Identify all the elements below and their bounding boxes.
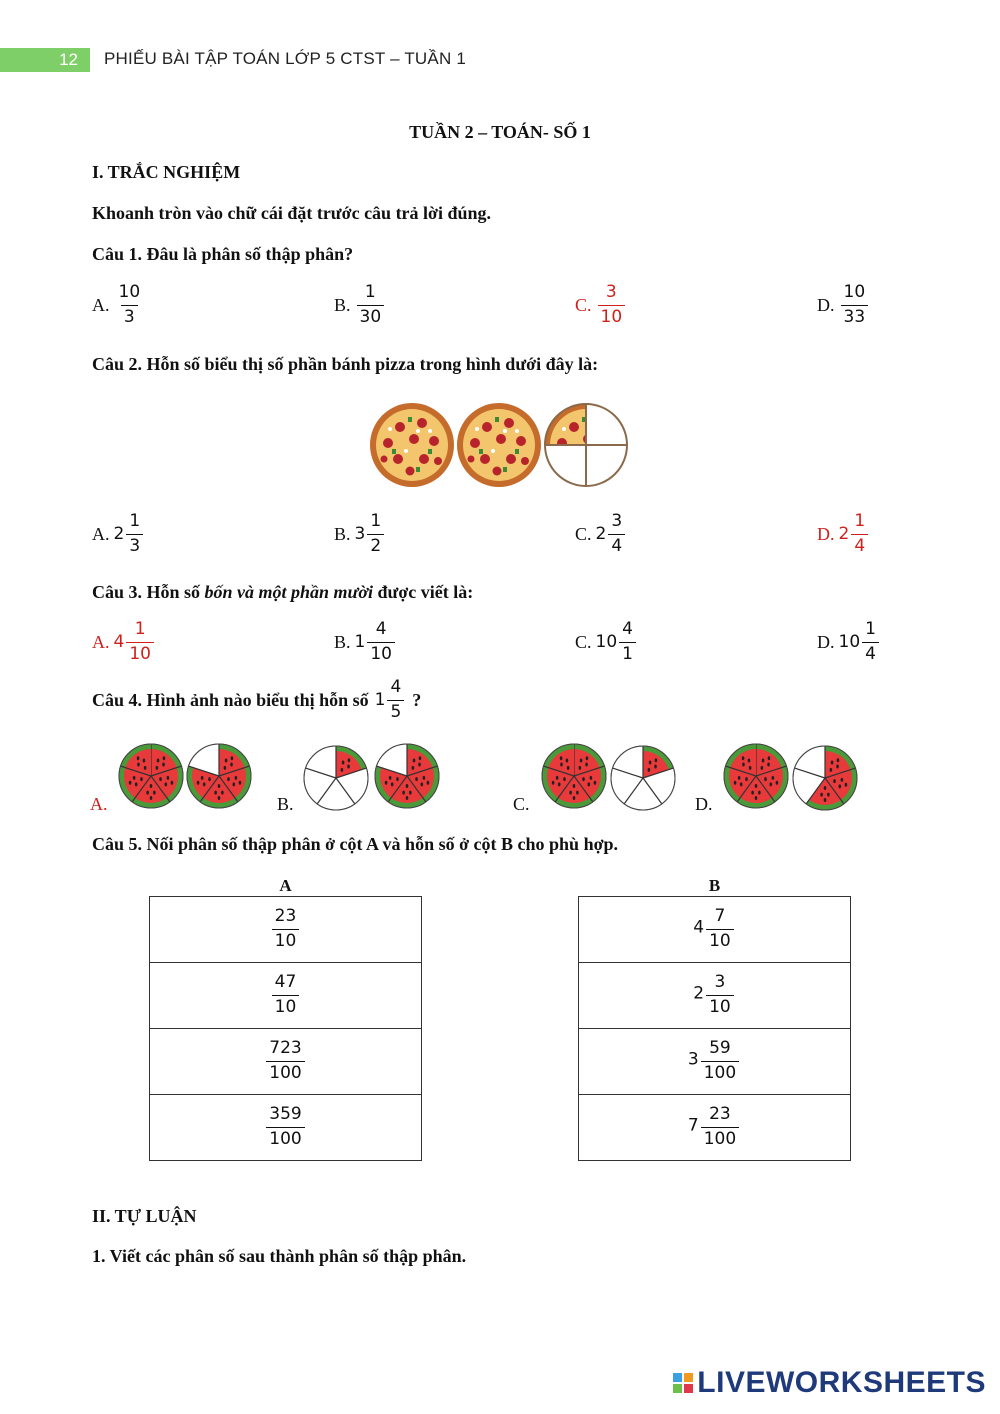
whole-part: 2 (838, 524, 850, 545)
fraction: $\frac{10}{3}$ (118, 282, 141, 327)
page-number: 12 (0, 48, 90, 72)
q4-watermelon-figures (0, 738, 1000, 818)
q4-option-c-letter[interactable]: C. (513, 794, 530, 814)
table-row (579, 1029, 851, 1095)
q1-option-c[interactable] (575, 283, 627, 327)
table-row (150, 1029, 422, 1095)
whole-part: 2 (113, 524, 125, 545)
column-b-cell[interactable]: 4 $\frac{7}{10}$ (579, 897, 851, 963)
q2-text: Câu 2. Hỗn số biểu thị số phần bánh pizza trong hình dưới đây là: (92, 354, 599, 374)
whole-part: 3 (354, 524, 366, 545)
option-letter: B. (334, 294, 351, 315)
sheet-title: TUẦN 2 – TOÁN- SỐ 1 (409, 122, 591, 142)
whole-part: 10 (838, 632, 861, 653)
q2-option-b[interactable] (334, 512, 386, 556)
column-b-title: B (708, 876, 721, 895)
section1-heading: I. TRẮC NGHIỆM (92, 162, 241, 182)
watermelon-partial-icon (187, 744, 251, 808)
watermelon-full-icon (724, 744, 788, 808)
option-letter: D. (817, 294, 835, 315)
watermelon-full-icon (542, 744, 606, 808)
q4-text: Câu 4. Hình ảnh nào biểu thị hỗn số 1 $\frac{4}{5}$ ? (92, 677, 422, 722)
q1-option-b[interactable] (334, 283, 386, 327)
q1-text: Câu 1. Đâu là phân số thập phân? (92, 244, 354, 264)
table-row (579, 897, 851, 963)
fraction: $\frac{3}{4}$ (608, 512, 625, 556)
fraction: $\frac{1}{10}$ (126, 620, 154, 664)
option-letter: D. (817, 523, 835, 544)
option-letter: A. (92, 631, 110, 652)
q3-option-a[interactable] (92, 620, 156, 664)
column-b-cell[interactable]: 3 $\frac{59}{100}$ (579, 1029, 851, 1095)
watermelon-partial-icon (375, 744, 439, 808)
liveworksheets-logo: LIVEWORKSHEETS (673, 1366, 986, 1400)
q1-option-d[interactable] (817, 283, 870, 327)
q4-option-b-letter[interactable]: B. (277, 794, 294, 814)
fraction: $\frac{4}{10}$ (367, 620, 395, 664)
q3-option-d[interactable] (817, 620, 881, 664)
option-letter: A. (92, 523, 110, 544)
watermelon-partial-icon (304, 746, 368, 810)
table-row (150, 963, 422, 1029)
table-row (150, 1095, 422, 1161)
option-letter: B. (334, 523, 351, 544)
q3-text: Câu 3. Hỗn số bốn và một phần mười được viết là: (92, 582, 474, 602)
q3-option-c[interactable] (575, 620, 638, 664)
column-a-cell[interactable]: $\frac{23}{10}$ (150, 897, 422, 963)
column-a-cell[interactable]: $\frac{359}{100}$ (150, 1095, 422, 1161)
q4-option-a-letter[interactable]: A. (90, 794, 108, 814)
whole-part: 10 (595, 632, 618, 653)
pizza-2-icon (457, 403, 541, 487)
watermelon-partial-icon (793, 746, 857, 810)
section2-question-1: 1. Viết các phân số sau thành phân số thập phân. (92, 1246, 467, 1266)
pizza-1-icon (370, 403, 454, 487)
pizza-3-quarter-icon (544, 403, 628, 487)
column-a-title: A (279, 876, 292, 895)
column-a-cell[interactable]: $\frac{723}{100}$ (150, 1029, 422, 1095)
column-b-table (578, 896, 851, 1161)
column-b-cell[interactable]: 7 $\frac{23}{100}$ (579, 1095, 851, 1161)
column-a-table (149, 896, 422, 1161)
table-row (579, 1095, 851, 1161)
fraction: $\frac{1}{4}$ (862, 620, 879, 664)
q5-text: Câu 5. Nối phân số thập phân ở cột A và hỗn số ở cột B cho phù hợp. (92, 834, 619, 854)
whole-part: 2 (595, 524, 607, 545)
fraction: $\frac{3}{10}$ (598, 283, 626, 327)
column-a-cell[interactable]: $\frac{47}{10}$ (150, 963, 422, 1029)
q4-option-d-letter[interactable]: D. (695, 794, 713, 814)
fraction: $\frac{1}{3}$ (126, 512, 143, 556)
column-b-cell[interactable]: 2 $\frac{3}{10}$ (579, 963, 851, 1029)
q2-option-c[interactable] (575, 512, 627, 556)
whole-part: 4 (113, 632, 125, 653)
instruction: Khoanh tròn vào chữ cái đặt trước câu trả lời đúng. (92, 203, 492, 223)
fraction: $\frac{1}{30}$ (357, 283, 385, 327)
fraction: $\frac{1}{4}$ (851, 512, 868, 556)
watermelon-full-icon (119, 744, 183, 808)
fraction: $\frac{10}{33}$ (841, 283, 869, 327)
option-letter: C. (575, 523, 592, 544)
header-title: PHIẾU BÀI TẬP TOÁN LỚP 5 CTST – TUẦN 1 (104, 49, 466, 68)
section2-heading: II. TỰ LUẬN (92, 1206, 197, 1226)
watermelon-partial-icon (611, 746, 675, 810)
q3-option-b[interactable] (334, 620, 397, 664)
table-row (150, 897, 422, 963)
option-letter: B. (334, 631, 351, 652)
pizza-illustration (368, 401, 632, 489)
fraction: $\frac{4}{5}$ (387, 678, 404, 722)
fraction: $\frac{1}{2}$ (367, 512, 384, 556)
fraction: $\frac{4}{1}$ (619, 620, 636, 664)
option-letter: C. (575, 631, 592, 652)
option-letter: D. (817, 631, 835, 652)
q2-option-a[interactable] (92, 512, 145, 556)
whole-part: 1 (374, 690, 386, 711)
logo-icon (673, 1373, 693, 1393)
option-letter: A. (92, 294, 110, 315)
table-row (579, 963, 851, 1029)
q1-option-a[interactable] (92, 283, 145, 327)
q2-option-d[interactable] (817, 512, 870, 556)
whole-part: 1 (354, 632, 366, 653)
option-letter: C. (575, 294, 592, 315)
